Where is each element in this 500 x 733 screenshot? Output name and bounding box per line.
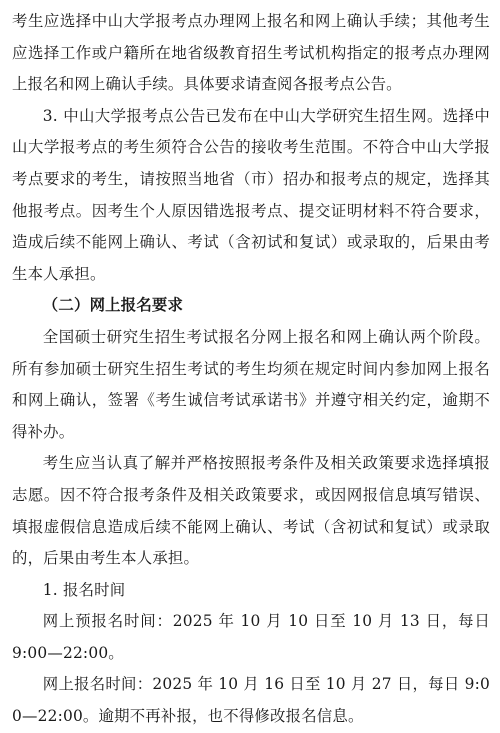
paragraph-sysu-notice: 3. 中山大学报考点公告已发布在中山大学研究生招生网。选择中山大学报考点的考生须符合公告的接收考生范围。不符合中山大学报考点要求的考生，请按照当地省（市）招办和报考点的规定，选择其他报考点。因考生个人原因错选报考点、提交证明材料不符合要求，造成后续不能网上确认、考试（含初试和复试）或录取的，后果由考生本人承担。 <box>12 106 490 283</box>
paragraph-pre-registration-time: 网上预报名时间：2025 年 10 月 10 日至 10 月 13 日，每日 9:00—22:00。 <box>12 612 490 662</box>
subheading-registration-time: 1. 报名时间 <box>42 580 126 599</box>
paragraph-registration-time: 网上报名时间：2025 年 10 月 16 日至 10 月 27 日，每日 9:00—22:00。逾期不再补报，也不得修改报名信息。 <box>12 675 490 726</box>
paragraph-registration-location: 考生应选择中山大学报考点办理网上报名和网上确认手续；其他考生应选择工作或户籍所在地省级教育招生考试机构指定的报考点办理网上报名和网上确认手续。具体要求请查阅各报考点公告。 <box>12 12 490 94</box>
document-page <box>12 6 490 733</box>
section-heading-online-registration: （二）网上报名要求 <box>42 296 184 315</box>
paragraph-registration-stages: 全国硕士研究生招生考试报名分网上报名和网上确认两个阶段。所有参加硕士研究生招生考试的考生均须在规定时间内参加网上报名和网上确认，签署《考生诚信考试承诺书》并遵守相关约定，逾期不得补办。 <box>12 327 490 441</box>
paragraph-applicant-responsibility: 考生应当认真了解并严格按照报考条件及相关政策要求选择填报志愿。因不符合报考条件及相关政策要求，或因网报信息填写错误、填报虚假信息造成后续不能网上确认、考试（含初试和复试）或录取的，后果由考生本人承担。 <box>12 454 490 568</box>
